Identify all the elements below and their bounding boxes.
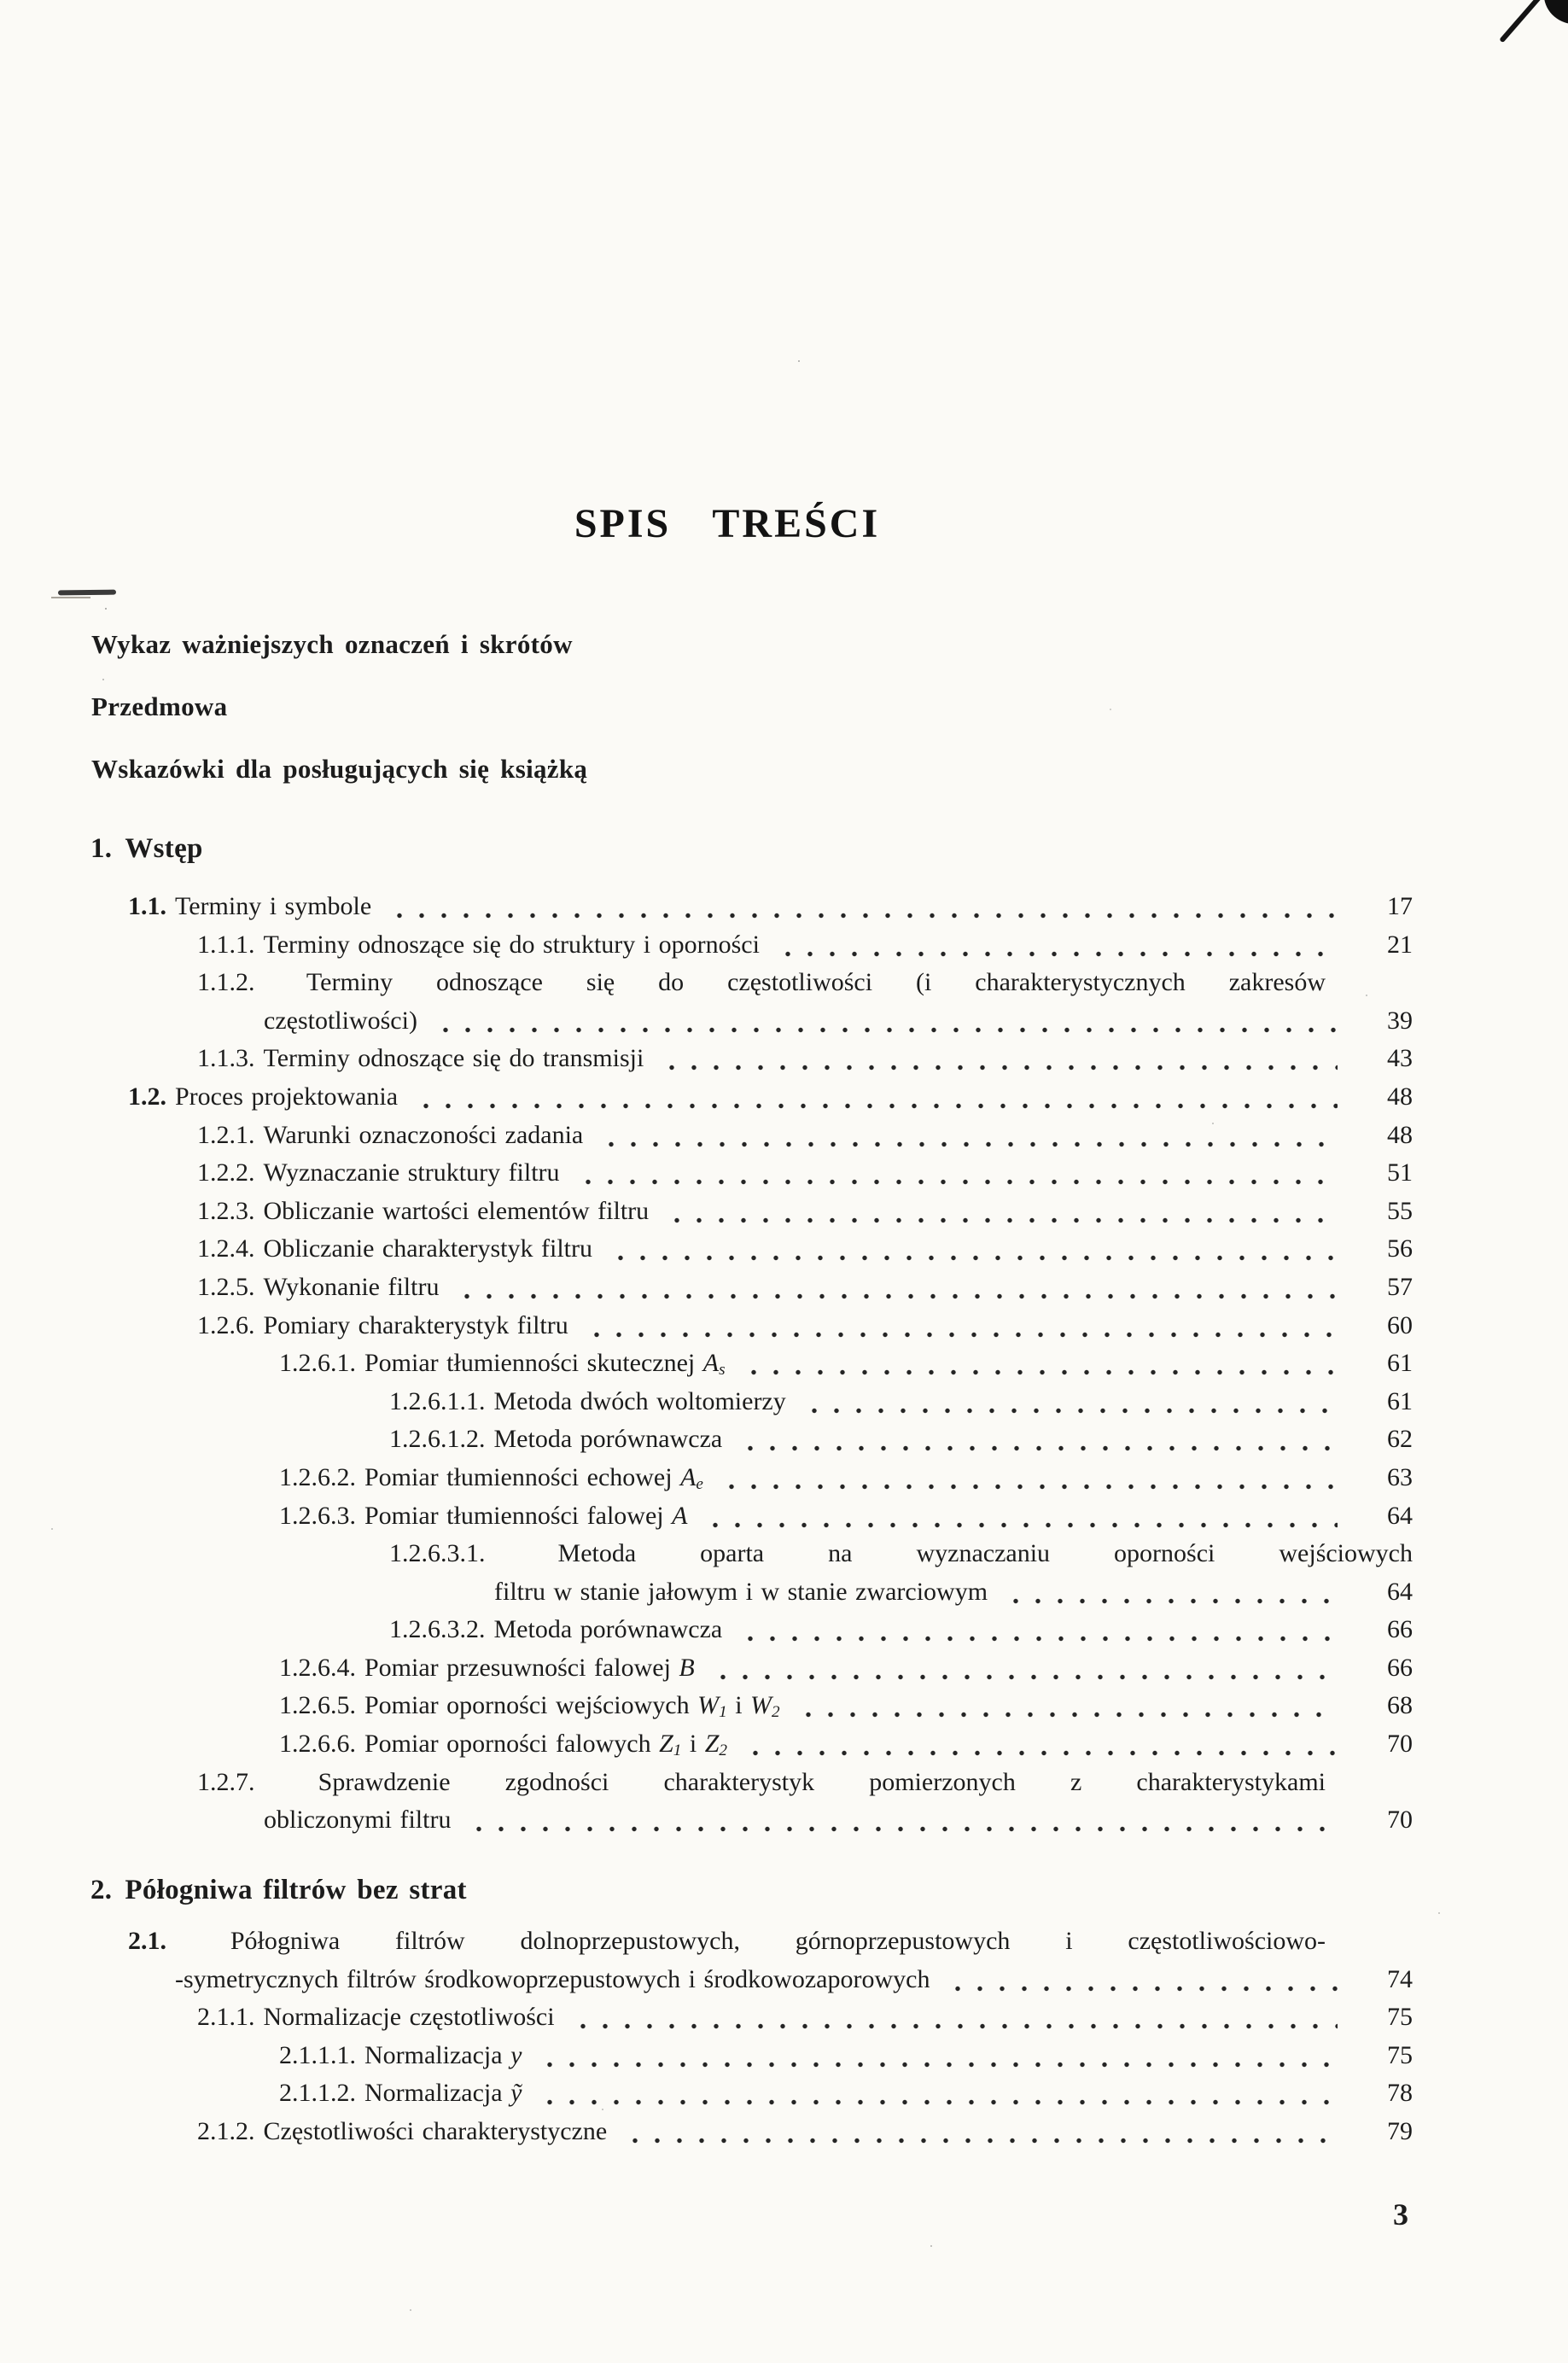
entry-text-segment: Terminy i symbole	[175, 892, 372, 920]
entry-text-segment: Sprawdzenie zgodności charakterystyk pomierzonych z charakterystykami	[318, 1767, 1326, 1796]
entry-text-segment: Terminy odnoszące się do struktury i oporności	[263, 930, 760, 959]
front-matter	[91, 630, 587, 817]
dot-leader	[606, 1230, 1338, 1269]
entry-text-segment: Z	[704, 1730, 720, 1759]
entry-number: 2.1.2.	[197, 2116, 255, 2145]
toc-entry-line	[128, 1307, 1413, 1345]
toc-entry-line	[128, 1154, 1413, 1193]
entry-text	[364, 2037, 522, 2075]
entry-text-segment: s	[719, 1361, 726, 1380]
entry-page-number: 78	[1387, 2079, 1413, 2108]
entry-text-segment: B	[679, 1653, 695, 1682]
entry-text-segment: częstotliwości)	[264, 1006, 417, 1035]
entry-text-segment: Pomiar przesuwności falowej	[364, 1653, 679, 1682]
entry-number: 1.2.6.6.	[279, 1730, 356, 1759]
entry-text-segment: Obliczanie wartości elementów filtru	[263, 1196, 650, 1225]
entry-text	[175, 1078, 398, 1117]
entry-text-segment: filtru w stanie jałowym i w stanie zwarciowym	[494, 1577, 988, 1606]
entry-number: 1.2.6.2.	[279, 1462, 356, 1491]
entry-text-segment: Metoda porównawcza	[493, 1615, 723, 1644]
dot-leader	[741, 1725, 1338, 1764]
section-number: 1.	[90, 833, 113, 864]
entry-text	[264, 1040, 644, 1078]
entry-text	[175, 1961, 930, 1999]
entry-number: 1.2.	[128, 1082, 166, 1111]
entry-text	[364, 1687, 780, 1725]
entry-page-number: 17	[1387, 892, 1413, 920]
entry-page-number: 61	[1387, 1386, 1413, 1415]
entry-text-segment: Pomiar oporności falowych	[364, 1730, 660, 1759]
dot-leader	[431, 1002, 1338, 1041]
scan-speckles	[105, 608, 107, 610]
toc-entries-section-1	[128, 888, 1413, 1840]
entry-page-number: 68	[1387, 1691, 1413, 1720]
dot-leader	[574, 1154, 1338, 1193]
dot-leader	[943, 1961, 1338, 1999]
dot-leader	[385, 888, 1338, 926]
entry-page-number: 70	[1387, 1806, 1413, 1835]
entry-text-segment: Pomiary charakterystyk filtru	[263, 1310, 568, 1339]
dot-leader	[736, 1421, 1338, 1459]
entry-number: 1.1.	[128, 892, 166, 920]
entry-number: 1.2.6.	[197, 1310, 255, 1339]
entry-text	[264, 926, 760, 965]
entry-text-segment: A	[702, 1349, 720, 1378]
toc-entry-line	[128, 2074, 1413, 2113]
toc-entry-line	[128, 1961, 1413, 1999]
entry-text-segment: Metoda dwóch woltomierzy	[493, 1386, 786, 1415]
entry-text	[264, 1230, 593, 1269]
entry-text-segment: 1	[673, 1742, 682, 1760]
toc-entry-line	[128, 1649, 1413, 1688]
entry-text-segment: Terminy odnoszące się do częstotliwości (i charakterystycznych zakresów	[306, 968, 1326, 997]
entry-text	[364, 1345, 726, 1383]
front-matter-item: Wykaz ważniejszych oznaczeń i skrótów	[91, 629, 573, 659]
toc-entry-line	[128, 1687, 1413, 1725]
dot-leader	[535, 2074, 1338, 2113]
entry-page-number: 21	[1387, 930, 1413, 959]
folio-page-number: 3	[1393, 2197, 1408, 2232]
entry-text-segment: 1	[719, 1703, 727, 1722]
entry-text-segment: Wykonanie filtru	[263, 1272, 440, 1301]
toc-entry-line	[128, 1801, 1413, 1840]
entry-text-segment: y	[510, 2040, 522, 2069]
entry-text-segment: Normalizacje częstotliwości	[263, 2003, 555, 2032]
entry-text-segment: Warunki oznaczoności zadania	[263, 1120, 584, 1149]
entry-number: 1.2.6.3.1.	[389, 1539, 486, 1568]
entry-text	[364, 1649, 695, 1688]
entry-text-segment: Półogniwa filtrów dolnoprzepustowych, górnoprzepustowych i częstotliwościowo-	[230, 1927, 1326, 1955]
dot-leader	[717, 1459, 1338, 1497]
dot-leader	[657, 1040, 1338, 1078]
entry-page-number: 56	[1387, 1234, 1413, 1263]
entry-text-segment: Obliczanie charakterystyk filtru	[263, 1234, 593, 1263]
entry-text-segment: Terminy odnoszące się do transmisji	[263, 1044, 644, 1073]
entry-text	[494, 1421, 723, 1459]
entry-page-number: 75	[1387, 2040, 1413, 2069]
entry-page-number: 79	[1387, 2116, 1413, 2145]
entry-number: 2.1.1.2.	[279, 2079, 356, 2108]
dot-leader	[582, 1307, 1338, 1345]
entry-text	[264, 1193, 650, 1231]
margin-dash-light-mark	[51, 597, 90, 598]
entry-page-number: 75	[1387, 2003, 1413, 2032]
entry-text	[264, 1307, 568, 1345]
toc-entry-line	[128, 2113, 1413, 2151]
entry-text-segment: Częstotliwości charakterystyczne	[263, 2116, 608, 2145]
entry-text	[264, 1117, 584, 1155]
section-heading	[90, 833, 203, 864]
entry-number: 1.2.4.	[197, 1234, 255, 1263]
entry-text-segment: Normalizacja	[364, 2040, 511, 2069]
entry-number: 1.2.6.1.	[279, 1349, 356, 1378]
entry-text	[494, 1383, 786, 1421]
dot-leader	[794, 1687, 1338, 1725]
dot-leader	[701, 1497, 1338, 1536]
entry-page-number: 60	[1387, 1310, 1413, 1339]
dot-leader	[452, 1269, 1338, 1307]
entry-page-number: 66	[1387, 1615, 1413, 1644]
entry-number: 1.2.2.	[197, 1158, 255, 1187]
entry-text	[364, 1497, 687, 1536]
section-title: Wstęp	[125, 833, 203, 864]
entry-text-segment: i	[726, 1691, 751, 1720]
entry-text-segment: e	[696, 1475, 703, 1494]
entry-number: 1.2.6.3.	[279, 1501, 356, 1530]
entry-text-segment: 2	[772, 1703, 780, 1722]
entry-number: 2.1.1.	[197, 2003, 255, 2032]
section-heading	[90, 1875, 467, 1905]
entry-page-number: 57	[1387, 1272, 1413, 1301]
entry-number: 1.2.6.1.1.	[389, 1386, 486, 1415]
entry-page-number: 39	[1387, 1006, 1413, 1035]
entry-text	[264, 1154, 560, 1193]
entry-text-segment: Pomiar tłumienności falowej	[364, 1501, 673, 1530]
dot-leader	[1001, 1573, 1338, 1612]
entry-text-segment: obliczonymi filtru	[264, 1806, 452, 1835]
entry-text-segment: Pomiar tłumienności skutecznej	[364, 1349, 703, 1378]
toc-entry-line	[128, 926, 1413, 965]
entry-text	[264, 1002, 417, 1041]
entry-text-segment: A	[672, 1501, 688, 1530]
entry-page-number: 64	[1387, 1577, 1413, 1606]
entry-number: 2.1.	[128, 1927, 166, 1955]
section-number: 2.	[90, 1875, 113, 1905]
entry-text	[264, 1269, 440, 1307]
corner-ink-blob	[1540, 0, 1568, 25]
entry-page-number: 51	[1387, 1158, 1413, 1187]
toc-entry-line	[128, 1535, 1413, 1573]
front-matter-item: Przedmowa	[91, 691, 228, 721]
entry-text-segment: W	[750, 1691, 772, 1720]
toc-entry-line	[128, 1117, 1413, 1155]
toc-entry-line	[128, 1922, 1326, 1961]
entry-text	[230, 1927, 1326, 1955]
entry-number: 1.2.6.4.	[279, 1653, 356, 1682]
entry-number: 1.1.1.	[197, 930, 255, 959]
toc-entry-line	[128, 1269, 1413, 1307]
entry-text	[264, 1801, 451, 1840]
entry-text-segment: Wyznaczanie struktury filtru	[263, 1158, 560, 1187]
entry-text-segment: i	[681, 1730, 705, 1759]
entry-text	[306, 968, 1326, 996]
entry-text-segment: Metoda oparta na wyznaczaniu oporności wejściowych	[557, 1539, 1413, 1568]
dot-leader	[568, 1998, 1338, 2037]
dot-leader	[773, 926, 1338, 965]
entry-number: 2.1.1.1.	[279, 2040, 356, 2069]
toc-entry-line	[128, 964, 1326, 1002]
entry-page-number: 66	[1387, 1653, 1413, 1682]
entry-page-number: 62	[1387, 1425, 1413, 1454]
entry-number: 1.2.3.	[197, 1196, 255, 1225]
entry-text-segment: -symetrycznych filtrów środkowoprzepustowych i środkowozaporowych	[175, 1964, 930, 1993]
entry-number: 1.2.6.5.	[279, 1691, 356, 1720]
toc-entry-line	[128, 1611, 1413, 1649]
entry-page-number: 64	[1387, 1501, 1413, 1530]
entry-text-segment: Pomiar tłumienności echowej	[364, 1462, 681, 1491]
toc-entry-line	[128, 1193, 1413, 1231]
toc-entry-line	[128, 1573, 1413, 1612]
toc-entry-line	[128, 1383, 1413, 1421]
toc-entry-line	[128, 1764, 1326, 1802]
page-title: SPIS TREŚCI	[574, 501, 881, 546]
toc-entry-line	[128, 1998, 1413, 2037]
entry-page-number: 61	[1387, 1349, 1413, 1378]
section-title: Półogniwa filtrów bez strat	[125, 1875, 467, 1905]
entry-text-segment: ỹ	[510, 2079, 522, 2108]
entry-text-segment: A	[680, 1462, 697, 1491]
entry-text	[318, 1768, 1326, 1796]
entry-page-number: 55	[1387, 1196, 1413, 1225]
entry-number: 1.2.7.	[197, 1767, 255, 1796]
dot-leader	[621, 2113, 1338, 2151]
toc-entry-line	[128, 1725, 1413, 1764]
toc-entry-line	[128, 1459, 1413, 1497]
toc-entry-line	[128, 1002, 1413, 1041]
entry-text-segment: Pomiar oporności wejściowych	[364, 1691, 698, 1720]
entry-text	[494, 1611, 723, 1649]
entry-text-segment: Proces projektowania	[175, 1082, 399, 1111]
toc-entries-section-2	[128, 1922, 1413, 2151]
entry-number: 1.1.2.	[197, 968, 255, 997]
toc-entry-line	[128, 1230, 1413, 1269]
dot-leader	[597, 1117, 1338, 1155]
entry-text	[364, 1725, 727, 1764]
toc-entry-line	[128, 1040, 1413, 1078]
entry-text-segment: Z	[659, 1730, 673, 1759]
entry-text-segment: W	[697, 1691, 720, 1720]
entry-text	[558, 1539, 1413, 1567]
entry-number: 1.2.1.	[197, 1120, 255, 1149]
entry-number: 1.1.3.	[197, 1044, 255, 1073]
entry-number: 1.2.5.	[197, 1272, 255, 1301]
entry-text-segment: Normalizacja	[364, 2079, 511, 2108]
dot-leader	[535, 2037, 1338, 2075]
dot-leader	[800, 1383, 1338, 1421]
toc-entry-line	[128, 1421, 1413, 1459]
entry-text-segment: 2	[719, 1742, 728, 1760]
toc-entry-line	[128, 1497, 1413, 1536]
entry-text	[494, 1573, 988, 1612]
entry-text	[175, 888, 371, 926]
dot-leader	[739, 1345, 1338, 1383]
entry-page-number: 48	[1387, 1120, 1413, 1149]
entry-text	[364, 2074, 522, 2113]
entry-text	[264, 2113, 608, 2151]
entry-page-number: 48	[1387, 1082, 1413, 1111]
dot-leader	[464, 1801, 1338, 1840]
front-matter-item: Wskazówki dla posługujących się książką	[91, 754, 588, 784]
dot-leader	[662, 1193, 1338, 1231]
entry-page-number: 74	[1387, 1964, 1413, 1993]
toc-entry-line	[128, 888, 1413, 926]
entry-number: 1.2.6.3.2.	[389, 1615, 486, 1644]
margin-dash-mark	[58, 590, 116, 596]
toc-entry-line	[128, 2037, 1413, 2075]
entry-text	[264, 1998, 555, 2037]
toc-entry-line	[128, 1078, 1413, 1117]
entry-page-number: 43	[1387, 1044, 1413, 1073]
entry-page-number: 63	[1387, 1462, 1413, 1491]
entry-number: 1.2.6.1.2.	[389, 1425, 486, 1454]
dot-leader	[708, 1649, 1338, 1688]
dot-leader	[411, 1078, 1338, 1117]
toc-entry-line	[128, 1345, 1413, 1383]
entry-page-number: 70	[1387, 1730, 1413, 1759]
entry-text	[364, 1459, 703, 1497]
corner-pen-mark	[1499, 0, 1547, 43]
dot-leader	[736, 1611, 1338, 1649]
entry-text-segment: Metoda porównawcza	[493, 1425, 723, 1454]
